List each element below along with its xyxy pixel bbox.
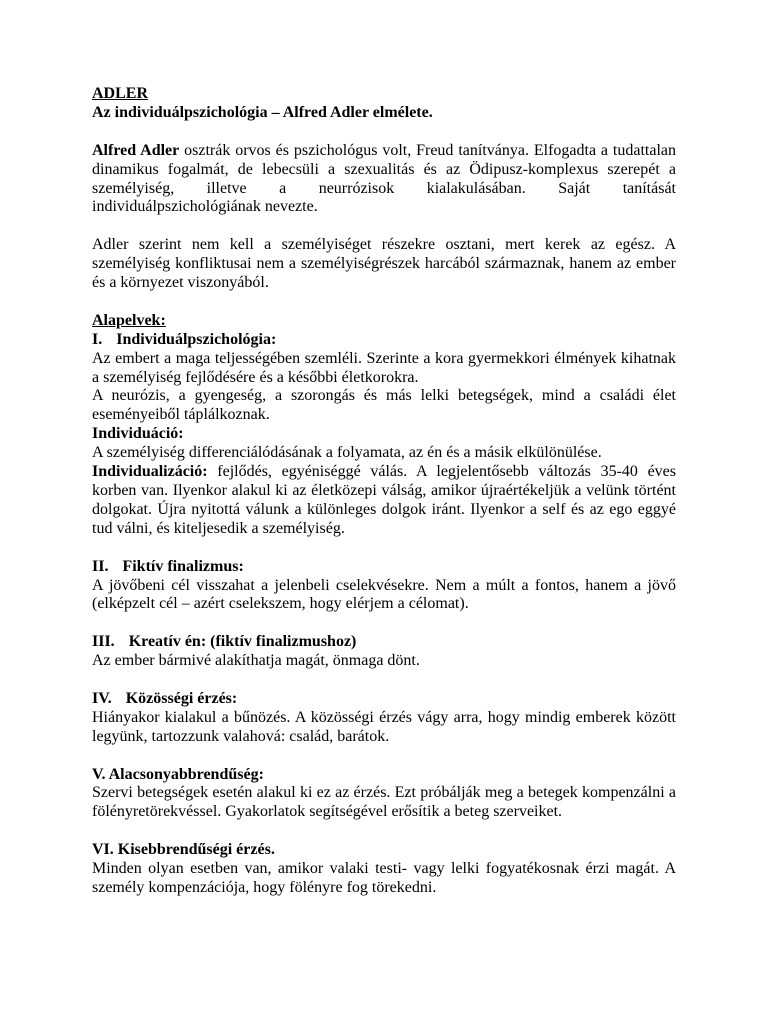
principles-heading: Alapelvek: — [92, 311, 166, 329]
individualization-label: Individualizáció: — [92, 463, 208, 481]
section-2-paragraph: A jövőbeni cél visszahat a jelenbeli cselekvésekre. Nem a múlt a fontos, hanem a jövő (elképzelt cél – azért cselekszem, hogy elérjem a célomat). — [92, 576, 676, 613]
individuation-heading: Individuáció: — [92, 425, 184, 443]
author-name: Alfred Adler — [92, 141, 180, 159]
section-1-paragraph-1: Az embert a maga teljességében szemléli. Szerinte a kora gyermekkori élmények kihatnak a személyiség fejlődésére és a későbbi életkorokra. — [92, 349, 676, 386]
individuation-paragraph: A személyiség differenciálódásának a folyamata, az én és a másik elkülönülése. — [92, 444, 602, 462]
section-1-heading: I. Individuálpszichológia: — [92, 330, 277, 348]
section-6-heading: VI. Kisebbrendűségi érzés. — [92, 841, 275, 859]
intro-paragraph-1: Alfred Adler osztrák orvos és pszichológus volt, Freud tanítványa. Elfogadta a tudattalan dinamikus fogalmát, de lebecsüli a szexualitás és az Ödipusz-komplexus szerepét a személyiség, illetve a neurrózisok kialakulásában. Saját tanítását individuálpszichológiának nevezte. — [92, 141, 677, 216]
section-5-heading: V. Alacsonyabbrendűség: — [92, 765, 264, 783]
individualization-paragraph: Individualizáció: fejlődés, egyéniséggé válás. A legjelentősebb változás 35-40 éves korben van. Ilyenkor alakul ki az életközepi válság, amikor újraértékeljük a velünk történt dolgokat. Újra nyitottá válunk a különleges dolgok iránt. Ilyenkor a self és az ego eggyé tud válni, és kiteljesedik a személyiség. — [92, 463, 677, 537]
section-3-paragraph: Az ember bármivé alakíthatja magát, önmaga dönt. — [92, 652, 420, 670]
document-page — [92, 85, 676, 898]
section-2-heading: II. Fiktív finalizmus: — [92, 557, 244, 575]
section-1-paragraph-2: A neurózis, a gyengeség, a szorongás és más lelki betegségek, mind a családi élet eseményeiből táplálkoznak. — [92, 387, 676, 424]
document-subtitle: Az individuálpszichológia – Alfred Adler elmélete. — [92, 103, 433, 121]
section-4-paragraph: Hiányakor kialakul a bűnözés. A közösségi érzés vágy arra, hogy mindig emberek között legyünk, tartozzunk valahová: család, barátok. — [92, 708, 676, 745]
section-4-heading: IV. Közösségi érzés: — [92, 689, 238, 707]
section-5-paragraph: Szervi betegségek esetén alakul ki ez az érzés. Ezt próbálják meg a betegek kompenzálni a fölényretörekvéssel. Gyakorlatok segítségével erősítik a beteg szerveiket. — [92, 784, 676, 821]
document-title: ADLER — [92, 85, 149, 102]
intro-paragraph-2: Adler szerint nem kell a személyiséget részekre osztani, mert kerek az egész. A személyiség konfliktusai nem a személyiségrészek harcából származnak, hanem az ember és a környezet viszonyából. — [92, 236, 676, 292]
section-3-heading: III. Kreatív én: (fiktív finalizmushoz) — [92, 633, 357, 651]
section-6-paragraph: Minden olyan esetben van, amikor valaki testi- vagy lelki fogyatékosnak érzi magát. A személy kompenzációja, hogy fölényre fog törekedni. — [92, 860, 676, 896]
